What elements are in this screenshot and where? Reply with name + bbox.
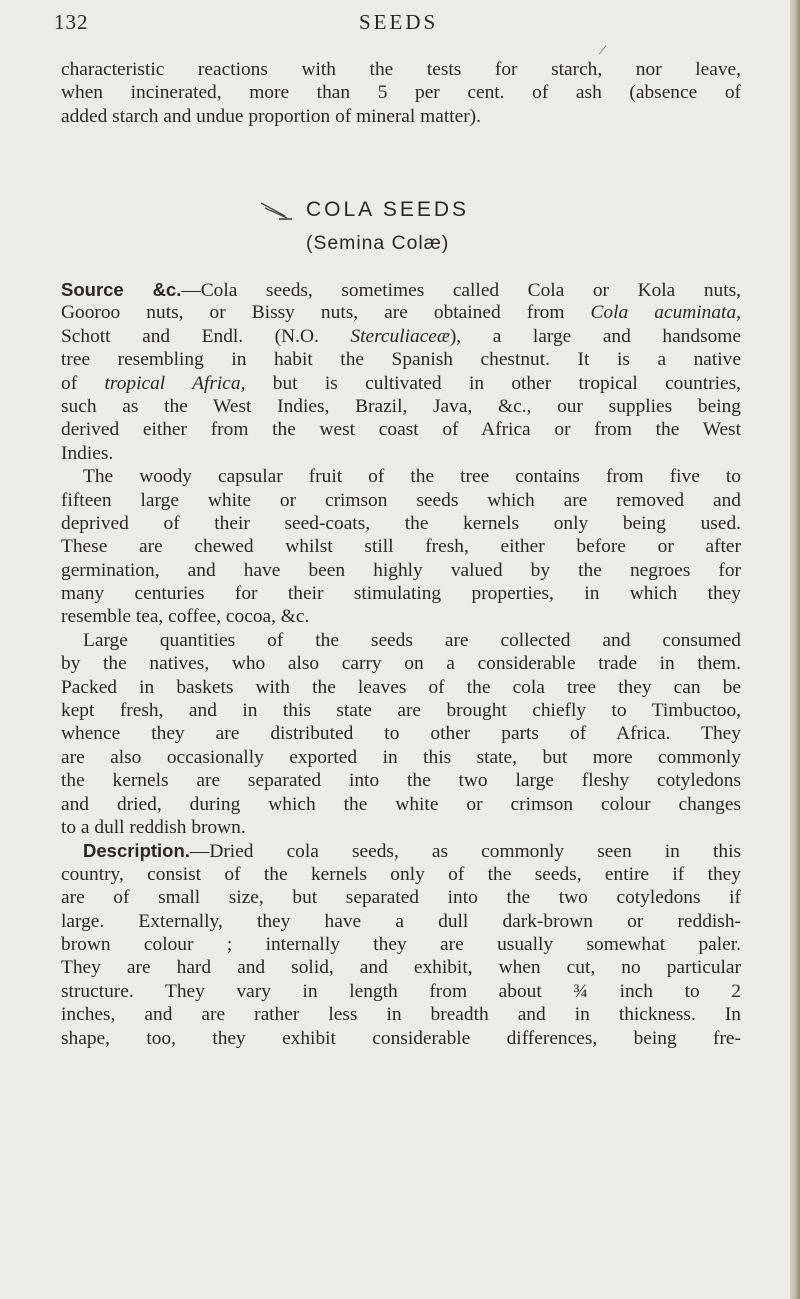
text-line: Source &c.—Cola seeds, sometimes called Cola or Kola nuts, xyxy=(61,279,741,301)
text-line: Indies. xyxy=(61,442,114,464)
section-title: COLA SEEDS xyxy=(306,198,470,221)
pencil-tick-mark: / xyxy=(597,41,608,60)
text-line: country, consist of the kernels only of the seeds, entire if they xyxy=(61,863,741,885)
text-line: and dried, during which the white or crimson colour changes xyxy=(61,793,741,815)
text-line: tree resembling in habit the Spanish chestnut. It is a native xyxy=(61,349,741,371)
text-line: Gooroo nuts, or Bissy nuts, are obtained from Cola acuminata, xyxy=(61,302,741,324)
text-line: fifteen large white or crimson seeds which are removed and xyxy=(61,489,741,511)
text-line: Packed in baskets with the leaves of the cola tree they can be xyxy=(61,676,741,698)
text-line: Schott and Endl. (N.O. Sterculiaceæ), a large and handsome xyxy=(61,325,741,347)
text-line: when incinerated, more than 5 per cent. of ash (absence of xyxy=(61,82,741,104)
text-line: large. Externally, they have a dull dark-brown or reddish- xyxy=(61,910,741,932)
text-line: Description.—Dried cola seeds, as commonly seen in this xyxy=(83,840,741,863)
text-line: of tropical Africa, but is cultivated in other tropical countries, xyxy=(61,372,741,394)
text-line: These are chewed whilst still fresh, either before or after xyxy=(61,536,741,558)
running-head xyxy=(54,10,744,40)
text-line: added starch and undue proportion of mineral matter). xyxy=(61,105,481,127)
page-edge xyxy=(790,0,800,1299)
main-text xyxy=(61,278,741,1050)
text-line: The woody capsular fruit of the tree contains from five to xyxy=(83,466,741,488)
text-line: are of small size, but separated into the two cotyledons if xyxy=(61,887,741,909)
text-line: deprived of their seed-coats, the kernels only being used. xyxy=(61,512,741,534)
source-lead: Source &c. xyxy=(61,279,182,300)
text-line: are also occasionally exported in this state, but more commonly xyxy=(61,746,741,768)
text-line: the kernels are separated into the two large fleshy cotyledons xyxy=(61,770,741,792)
text-line: They are hard and solid, and exhibit, when cut, no particular xyxy=(61,957,741,979)
text-line: such as the West Indies, Brazil, Java, &c., our supplies being xyxy=(61,395,741,417)
section-subtitle: (Semina Colæ) xyxy=(306,232,450,254)
text-line: to a dull reddish brown. xyxy=(61,816,246,838)
text-line: whence they are distributed to other parts of Africa. They xyxy=(61,723,741,745)
text-line: many centuries for their stimulating properties, in which they xyxy=(61,583,741,605)
text-line: by the natives, who also carry on a considerable trade in them. xyxy=(61,653,741,675)
text-line: brown colour ; internally they are usually somewhat paler. xyxy=(61,933,741,955)
running-title: SEEDS xyxy=(359,10,439,34)
page-number: 132 xyxy=(54,10,89,34)
text-line: characteristic reactions with the tests for starch, nor leave, xyxy=(61,59,741,80)
text-line: germination, and have been highly valued by the negroes for xyxy=(61,559,741,581)
text-line: Large quantities of the seeds are collected and consumed xyxy=(83,629,741,651)
pencil-arrow-icon xyxy=(259,200,293,222)
text-line: inches, and are rather less in breadth and in thickness. In xyxy=(61,1004,741,1026)
text-line: resemble tea, coffee, cocoa, &c. xyxy=(61,606,310,628)
text-line: kept fresh, and in this state are brought chiefly to Timbuctoo, xyxy=(61,700,741,722)
intro-paragraph xyxy=(61,58,741,128)
text-line: structure. They vary in length from about ¾ inch to 2 xyxy=(61,980,741,1002)
text-line: shape, too, they exhibit considerable differences, being fre- xyxy=(61,1027,741,1049)
description-lead: Description. xyxy=(83,840,190,862)
text-line: derived either from the west coast of Africa or from the West xyxy=(61,419,741,441)
